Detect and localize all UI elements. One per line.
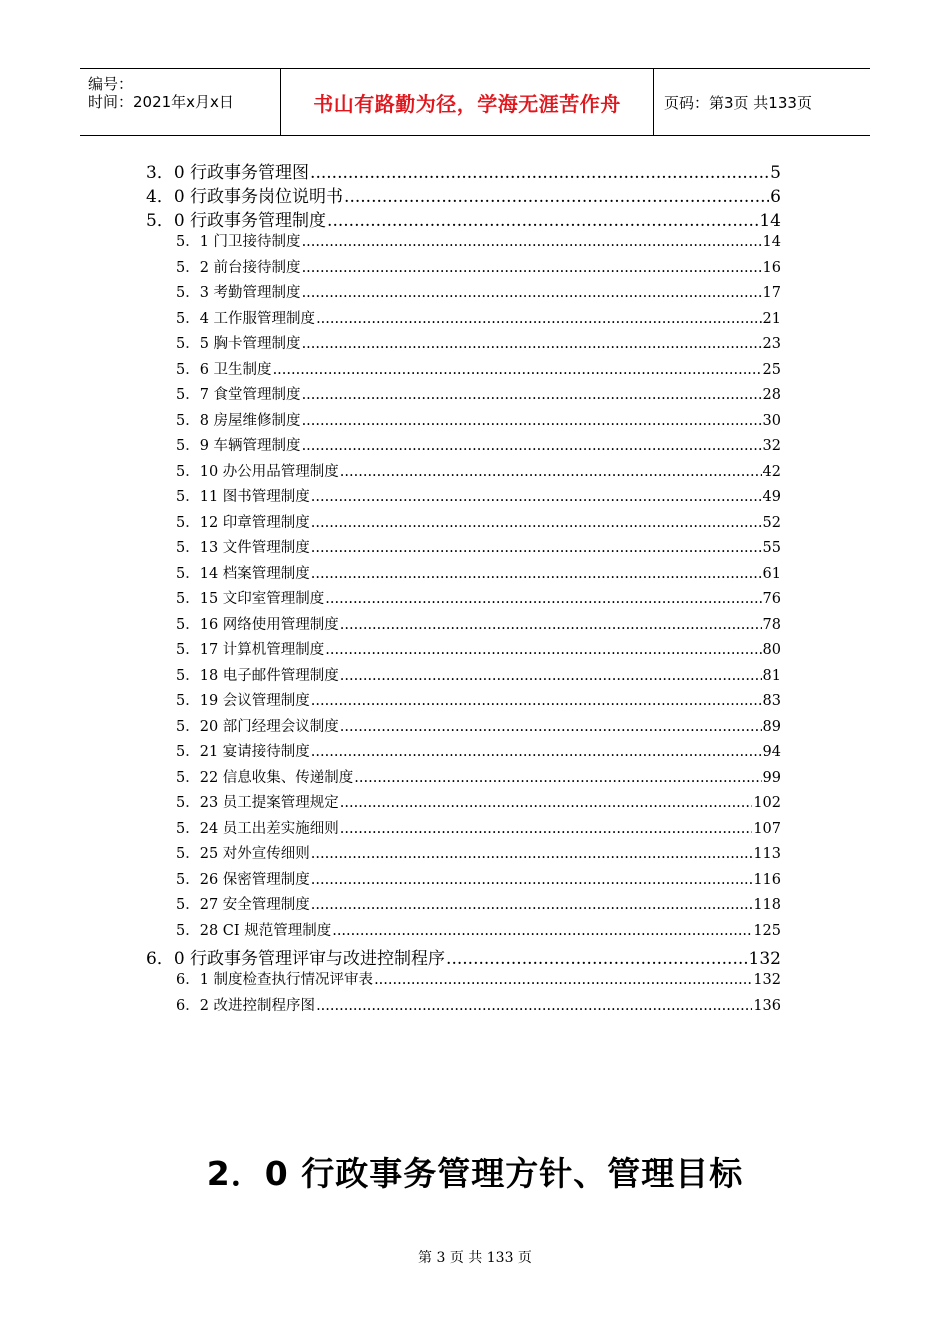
toc-entry-page: 17 (762, 285, 781, 301)
toc-entry-page: 81 (762, 667, 781, 684)
toc-entry[interactable] (146, 182, 781, 206)
toc-entry[interactable] (176, 358, 781, 380)
toc-entry-title: 5．23 员工提案管理规定 (176, 795, 339, 811)
toc-entry-title: 5．8 房屋维修制度 (176, 412, 301, 429)
page-footer: 第 3 页 共 133 页 (418, 1250, 532, 1266)
toc-entry-page: 94 (762, 744, 781, 760)
toc-entry[interactable] (176, 740, 781, 762)
toc-entry-page: 14 (762, 234, 781, 250)
motto-text: 书山有路勤为径，学海无涯苦作舟 (313, 91, 621, 116)
toc-dot-leader (311, 540, 762, 556)
toc-entry-page: 16 (762, 259, 781, 276)
toc-dot-leader (340, 821, 753, 837)
toc-entry[interactable] (176, 994, 781, 1016)
toc-dot-leader (316, 998, 752, 1014)
toc-dot-leader (374, 972, 752, 988)
toc-entry[interactable] (176, 485, 781, 507)
toc-entry-page: 32 (762, 438, 781, 454)
toc-entry-title: 5．18 电子邮件管理制度 (176, 667, 339, 684)
toc-dot-leader (344, 187, 769, 207)
toc-entry-page: 102 (753, 795, 781, 811)
toc-entry[interactable] (176, 715, 781, 737)
toc-entry-page: 83 (762, 693, 781, 709)
toc-dot-leader (302, 438, 762, 454)
header-motto-cell (281, 69, 654, 135)
toc-entry[interactable] (176, 460, 781, 482)
toc-entry[interactable] (176, 332, 781, 354)
toc-entry-title: 5．7 食堂管理制度 (176, 387, 301, 403)
toc-dot-leader (325, 642, 761, 658)
toc-entry[interactable] (176, 919, 781, 941)
toc-dot-leader (327, 211, 758, 231)
toc-entry[interactable] (176, 868, 781, 890)
toc-entry-title: 5．27 安全管理制度 (176, 897, 310, 913)
toc-entry-page: 132 (753, 972, 781, 988)
toc-entry-title: 5．17 计算机管理制度 (176, 642, 325, 658)
toc-dot-leader (316, 311, 761, 327)
toc-dot-leader (340, 719, 762, 735)
toc-entry-page: 14 (759, 211, 781, 231)
toc-entry[interactable] (146, 944, 781, 968)
toc-entry-title: 5．16 网络使用管理制度 (176, 616, 339, 633)
toc-dot-leader (302, 336, 762, 352)
toc-dot-leader (311, 897, 753, 913)
toc-entry[interactable] (176, 256, 781, 278)
toc-dot-leader (302, 260, 762, 276)
toc-entry[interactable] (176, 562, 781, 584)
toc-dot-leader (311, 744, 762, 760)
toc-dot-leader (354, 770, 761, 786)
toc-entry-page: 55 (762, 540, 781, 556)
toc-dot-leader (310, 163, 769, 183)
toc-entry-page: 80 (762, 642, 781, 658)
toc-entry-title: 5．3 考勤管理制度 (176, 285, 301, 301)
toc-entry-page: 89 (762, 718, 781, 735)
toc-entry[interactable] (176, 281, 781, 303)
toc-entry-title: 5．26 保密管理制度 (176, 871, 310, 888)
toc-dot-leader (311, 489, 762, 505)
toc-entry-page: 125 (753, 922, 781, 939)
toc-dot-leader (302, 387, 762, 403)
toc-dot-leader (302, 234, 762, 250)
toc-entry-title: 5．20 部门经理会议制度 (176, 718, 339, 735)
toc-entry-title: 6．2 改进控制程序图 (176, 997, 316, 1014)
toc-entry[interactable] (176, 307, 781, 329)
toc-dot-leader (340, 617, 762, 633)
toc-entry-title: 5．12 印章管理制度 (176, 514, 310, 531)
toc-entry-title: 5．25 对外宣传细则 (176, 846, 310, 862)
toc-entry-title: 5．9 车辆管理制度 (176, 438, 301, 454)
toc-entry-title: 3．0 行政事务管理图 (146, 163, 310, 183)
page-header-table (80, 68, 870, 136)
toc-entry[interactable] (176, 383, 781, 405)
toc-entry-title: 4．0 行政事务岗位说明书 (146, 187, 344, 207)
toc-entry-page: 76 (762, 591, 781, 607)
toc-dot-leader (311, 515, 762, 531)
toc-entry-page: 78 (762, 616, 781, 633)
toc-dot-leader (302, 413, 762, 429)
toc-entry-page: 118 (753, 897, 781, 913)
toc-entry[interactable] (176, 638, 781, 660)
toc-dot-leader (311, 566, 762, 582)
toc-entry-title: 5．10 办公用品管理制度 (176, 463, 339, 480)
toc-entry-title: 5．11 图书管理制度 (176, 489, 310, 505)
toc-dot-leader (302, 285, 762, 301)
toc-entry[interactable] (176, 664, 781, 686)
code-label: 编号： (88, 75, 134, 93)
toc-entry-title: 5．28 CI 规范管理制度 (176, 922, 332, 939)
toc-entry[interactable] (176, 766, 781, 788)
toc-entry-title: 5．6 卫生制度 (176, 361, 272, 378)
toc-entry[interactable] (176, 968, 781, 990)
toc-entry[interactable] (176, 587, 781, 609)
toc-entry-title: 5．19 会议管理制度 (176, 693, 310, 709)
toc-entry-page: 52 (762, 514, 781, 531)
toc-entry-page: 107 (753, 820, 781, 837)
toc-dot-leader (340, 795, 753, 811)
toc-entry[interactable] (176, 230, 781, 252)
toc-entry[interactable] (176, 536, 781, 558)
toc-entry-title: 5．1 门卫接待制度 (176, 234, 301, 250)
toc-entry[interactable] (176, 791, 781, 813)
toc-entry-title: 5．14 档案管理制度 (176, 565, 310, 582)
toc-entry-page: 61 (762, 565, 781, 582)
toc-entry-title: 5．5 胸卡管理制度 (176, 336, 301, 352)
toc-dot-leader (311, 693, 762, 709)
toc-entry-page: 30 (762, 412, 781, 429)
toc-entry-page: 132 (748, 949, 781, 969)
toc-entry-page: 6 (770, 187, 781, 207)
toc-entry-title: 5．2 前台接待制度 (176, 259, 301, 276)
toc-entry[interactable] (176, 689, 781, 711)
date-label: 时间：2021年x月x日 (88, 93, 234, 111)
toc-entry-page: 113 (753, 846, 781, 862)
section-heading: 2．0 行政事务管理方针、管理目标 (206, 1154, 744, 1193)
toc-entry[interactable] (176, 434, 781, 456)
toc-entry[interactable] (146, 206, 781, 230)
toc-entry-page: 116 (753, 871, 781, 888)
toc-entry-page: 42 (762, 463, 781, 480)
toc-dot-leader (273, 362, 762, 378)
toc-entry-title: 5．0 行政事务管理制度 (146, 211, 327, 231)
toc-dot-leader (332, 923, 752, 939)
toc-entry-title: 5．21 宴请接待制度 (176, 744, 310, 760)
header-page-info: 页码：第3页 共133页 (664, 93, 812, 112)
toc-entry-page: 25 (762, 361, 781, 378)
toc-entry-title: 5．24 员工出差实施细则 (176, 820, 339, 837)
toc-entry[interactable] (176, 409, 781, 431)
toc-entry-page: 5 (770, 163, 781, 183)
toc-entry[interactable] (176, 893, 781, 915)
toc-dot-leader (340, 464, 762, 480)
toc-entry[interactable] (146, 158, 781, 182)
toc-dot-leader (446, 949, 748, 969)
toc-entry-title: 5．22 信息收集、传递制度 (176, 769, 354, 786)
toc-entry-title: 5．4 工作服管理制度 (176, 310, 316, 327)
toc-dot-leader (325, 591, 761, 607)
toc-entry-page: 136 (753, 997, 781, 1014)
header-left-cell (80, 69, 281, 135)
toc-entry[interactable] (176, 511, 781, 533)
toc-entry-title: 5．13 文件管理制度 (176, 540, 310, 556)
toc-entry[interactable] (176, 842, 781, 864)
toc-entry[interactable] (176, 817, 781, 839)
toc-entry-page: 21 (762, 310, 781, 327)
toc-dot-leader (311, 872, 753, 888)
toc-entry-title: 6．1 制度检查执行情况评审表 (176, 972, 374, 988)
toc-dot-leader (340, 668, 762, 684)
toc-entry-page: 49 (762, 489, 781, 505)
toc-entry-page: 23 (762, 336, 781, 352)
toc-entry-page: 28 (762, 387, 781, 403)
toc-entry-title: 6．0 行政事务管理评审与改进控制程序 (146, 949, 446, 969)
toc-entry[interactable] (176, 613, 781, 635)
toc-entry-title: 5．15 文印室管理制度 (176, 591, 325, 607)
toc-entry-page: 99 (762, 769, 781, 786)
toc-dot-leader (311, 846, 753, 862)
